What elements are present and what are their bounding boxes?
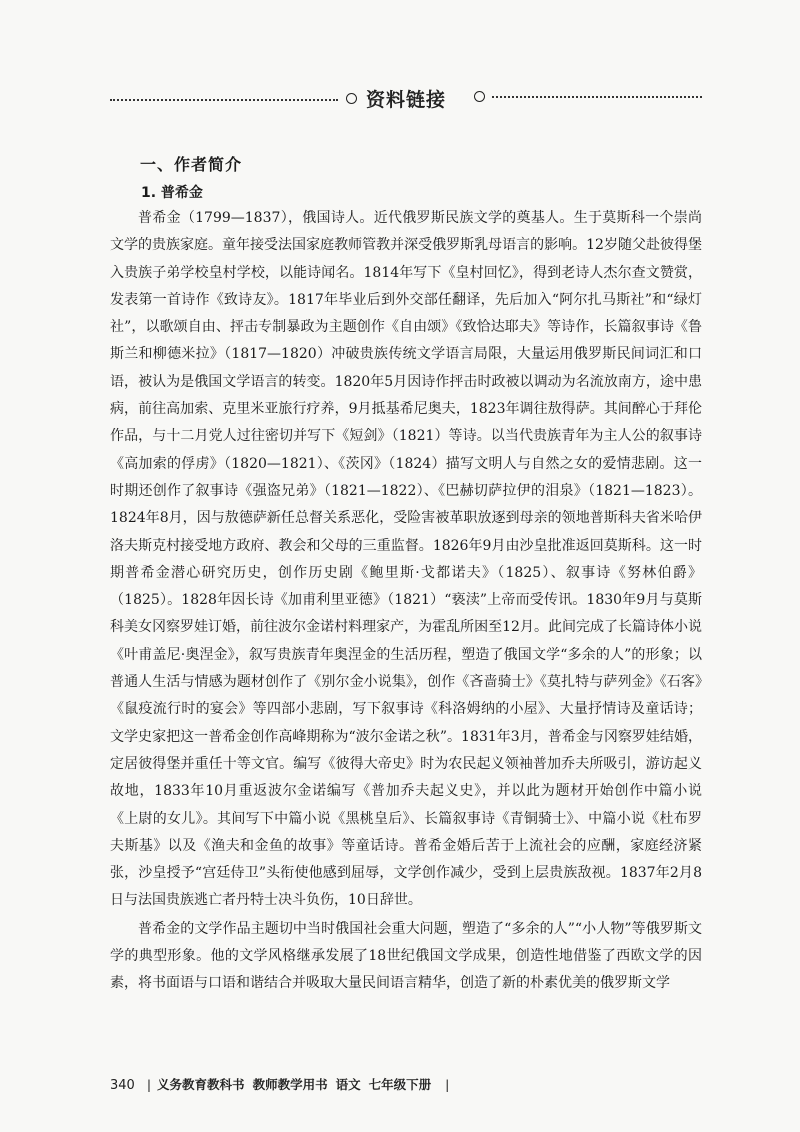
section-heading: 一、作者简介 bbox=[140, 155, 243, 174]
footer-book: 教师教学用书 bbox=[252, 1077, 328, 1092]
footer-series: 义务教育教科书 bbox=[157, 1077, 245, 1092]
subsection-heading: 1. 普希金 bbox=[141, 185, 203, 201]
body-text bbox=[110, 205, 702, 998]
paragraph-style: 普希金的文学作品主题切中当时俄国社会重大问题，塑造了“多余的人”“小人物”等俄罗斯文学的典型形象。他的文学风格继承发展了18世纪俄国文学成果，创造性地借鉴了西欧文学的因素，将书面语与口语和谐结合并吸取大量民间语言精华，创造了新的朴素优美的俄罗斯文学 bbox=[110, 920, 702, 992]
banner-title: 资料链接 bbox=[366, 89, 447, 111]
dotted-rule-right bbox=[492, 96, 702, 98]
section-banner bbox=[110, 88, 702, 112]
paragraph-biography: 普希金（1799—1837），俄国诗人。近代俄罗斯民族文学的奠基人。生于莫斯科一个崇尚文学的贵族家庭。童年接受法国家庭教师管教并深受俄罗斯乳母语言的影响。12岁随父赴彼得堡入贵族子弟学校皇村学校，以能诗闻名。1814年写下《皇村回忆》，得到老诗人杰尔查文赞赏，发表第一首诗作《致诗友》。1817年毕业后到外交部任翻译，先后加入“阿尔扎马斯社”和“绿灯社”，以歌颂自由、抨击专制暴政为主题创作《自由颂》《致恰达耶夫》等诗作，长篇叙事诗《鲁斯兰和柳德米拉》（1817—1820）冲破贵族传统文学语言局限，大量运用俄罗斯民间词汇和口语，被认为是俄国文学语言的转变。1820年5月因诗作抨击时政被以调动为名流放南方，途中患病，前往高加索、克里米亚旅行疗养，9月抵基希尼奥夫，1823年调往敖得萨。其间醉心于拜伦作品，与十二月党人过往密切并写下《短剑》（1821）等诗。以当代贵族青年为主人公的叙事诗《高加索的俘虏》（1820—1821）、《茨冈》（1824）描写文明人与自然之女的爱情悲剧。这一时期还创作了叙事诗《强盗兄弟》（1821—1822）、《巴赫切萨拉伊的泪泉》（1821—1823）。1824年8月，因与敖德萨新任总督关系恶化，受险害被革职放逐到母亲的领地普斯科夫省米哈伊洛夫斯克村接受地方政府、教会和父母的三重监督。1826年9月由沙皇批准返回莫斯科。这一时期普希金潜心研究历史，创作历史剧《鲍里斯·戈都诺夫》（1825）、叙事诗《努林伯爵》（1825）。1828年因长诗《加甫利里亚德》（1821）“亵渎”上帝而受传讯。1830年9月与莫斯科美女冈察罗娃订婚，前往波尔金诺村料理家产，为霍乱所困至12月。此间完成了长篇诗体小说《叶甫盖尼·奥涅金》，叙写贵族青年奥涅金的生活历程，塑造了俄国文学“多余的人”的形象；以普通人生活与情感为题材创作了《别尔金小说集》，创作《吝啬骑士》《莫扎特与萨列金》《石客》《鼠疫流行时的宴会》等四部小悲剧，写下叙事诗《科洛姆纳的小屋》、大量抒情诗及童话诗；文学史家把这一普希金创作高峰期称为“波尔金诺之秋”。1831年3月，普希金与冈察罗娃结婚，定居彼得堡并重任十等文官。编写《彼得大帝史》时为农民起义领袖普加乔夫所吸引，游访起义故地，1833年10月重返波尔金诺编写《普加乔夫起义史》，并以此为题材开始创作中篇小说《上尉的女儿》。其间写下中篇小说《黑桃皇后》、长篇叙事诗《青铜骑士》、中篇小说《杜布罗夫斯基》以及《渔夫和金鱼的故事》等童话诗。普希金婚后苦于上流社会的应酬，家庭经济紧张，沙皇授予“宫廷侍卫”头衔使他感到屈辱，文学创作减少，受到上层贵族敌视。1837年2月8日与法国贵族逃亡者丹特士决斗负伤，10日辞世。 bbox=[110, 210, 702, 909]
ring-ornament-right-icon bbox=[474, 91, 485, 102]
footer-grade: 七年级下册 bbox=[368, 1077, 432, 1092]
ring-ornament-left-icon bbox=[346, 93, 357, 104]
page-number: 340 bbox=[110, 1078, 135, 1093]
dotted-rule-left bbox=[110, 99, 338, 101]
page-footer: 340 | 义务教育教科书 教师教学用书 语文 七年级下册 | bbox=[110, 1077, 450, 1093]
footer-subject: 语文 bbox=[335, 1077, 361, 1092]
